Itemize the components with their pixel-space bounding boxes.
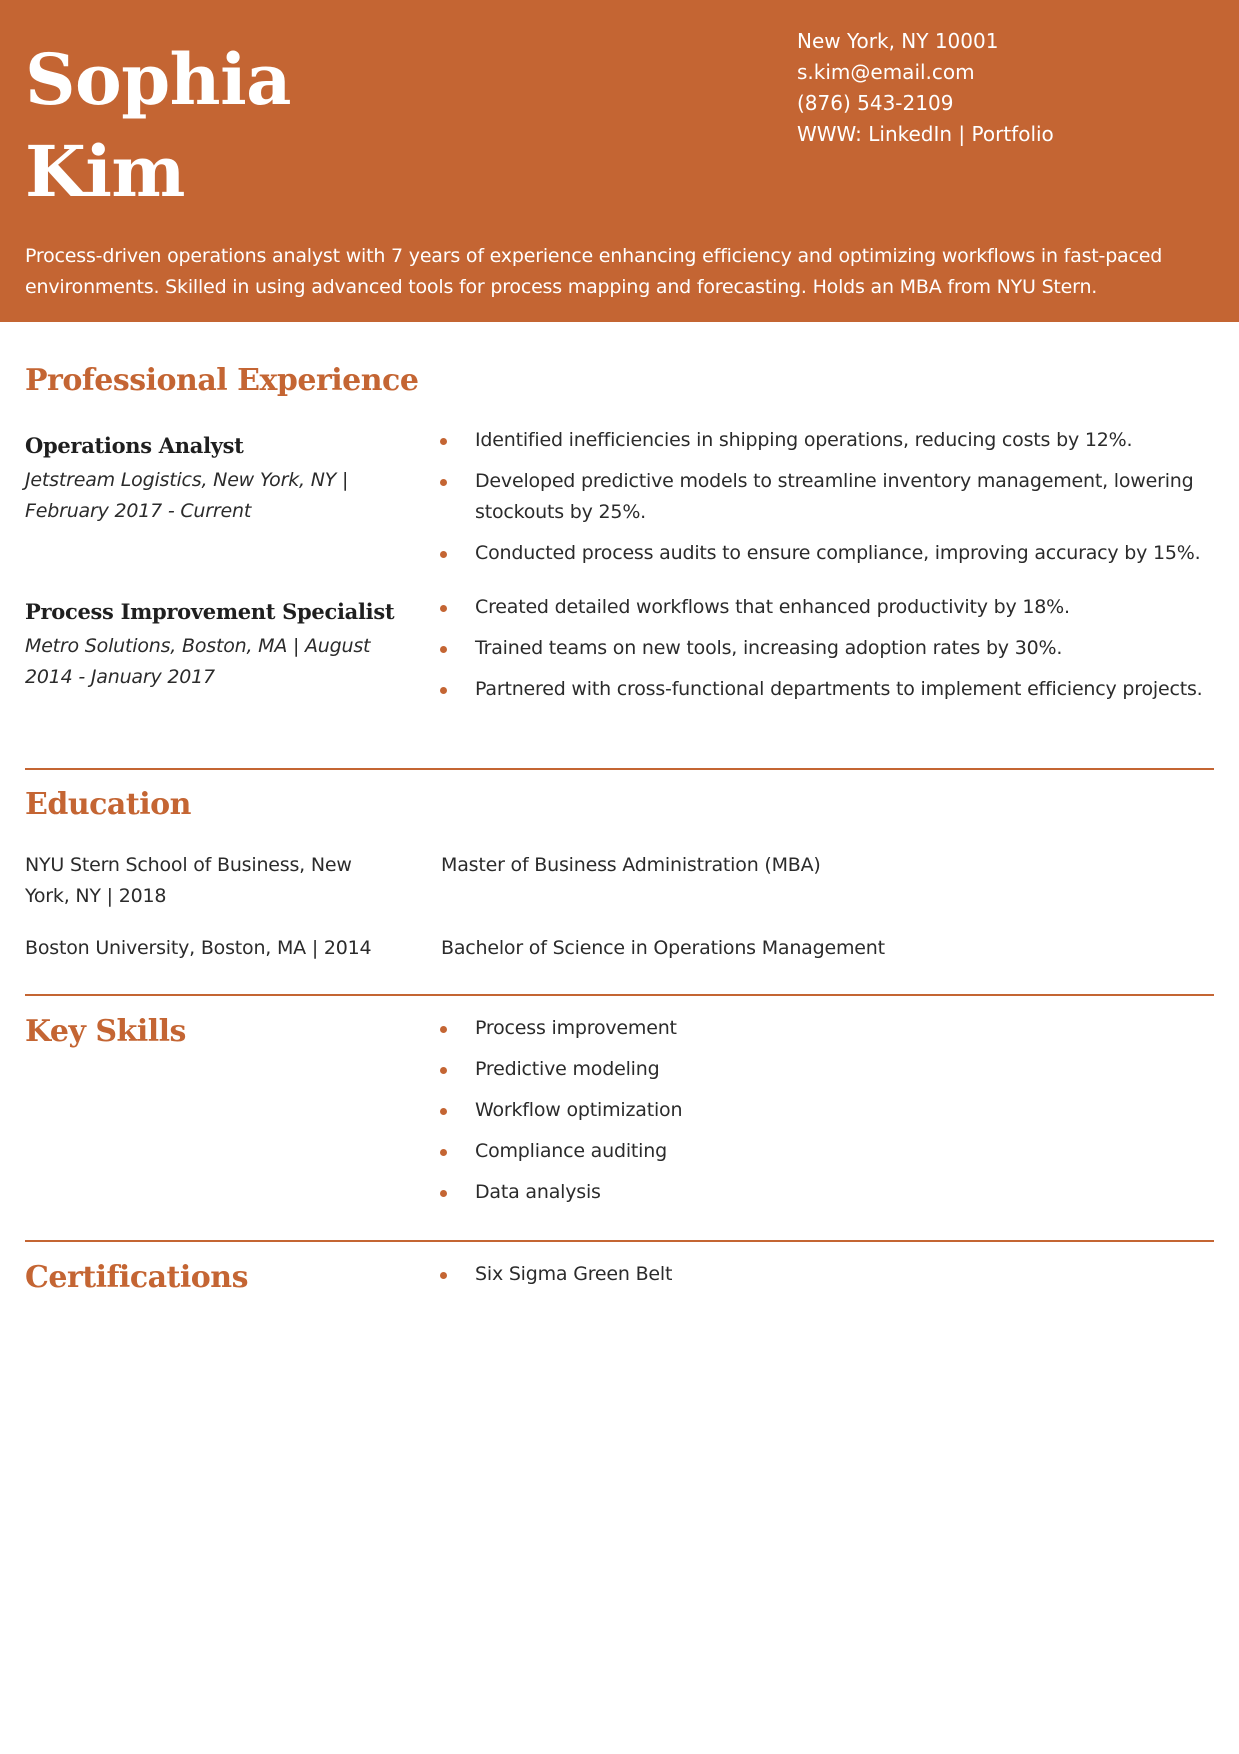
list-item: Six Sigma Green Belt (440, 1259, 1220, 1290)
list-item: Process improvement (440, 1013, 1220, 1044)
list-item: Conducted process audits to ensure compliance, improving accuracy by 15%. (440, 538, 1220, 569)
last-name: Kim (25, 130, 185, 213)
list-item: Workflow optimization (440, 1095, 1220, 1126)
job-title-2: Process Improvement Specialist (25, 599, 395, 624)
bullet-dot-icon (440, 1272, 447, 1279)
list-item: Compliance auditing (440, 1136, 1220, 1167)
bullet-dot-icon (440, 479, 447, 486)
bullet-dot-icon (440, 1067, 447, 1074)
list-item: Identified inefficiencies in shipping operations, reducing costs by 12%. (440, 425, 1220, 456)
bullet-dot-icon (440, 605, 447, 612)
bullet-dot-icon (440, 687, 447, 694)
contact-email[interactable]: s.kim@email.com (797, 60, 975, 84)
skills-heading: Key Skills (25, 1014, 186, 1049)
certifications-heading: Certifications (25, 1260, 248, 1295)
job-bullets-1 (440, 425, 1220, 579)
certifications-list (440, 1259, 1220, 1300)
bullet-dot-icon (440, 1026, 447, 1033)
job-meta-1: Jetstream Logistics, New York, NY | February 2017 - Current (25, 469, 349, 522)
bullet-dot-icon (440, 646, 447, 653)
education-heading: Education (25, 787, 191, 822)
candidate-name (25, 34, 291, 218)
contact-info (797, 26, 1054, 150)
education-school-1: NYU Stern School of Business, New York, NY | 2018 (25, 854, 352, 907)
list-item: Developed predictive models to streamline inventory management, lowering stockouts by 25%. (440, 466, 1220, 528)
first-name: Sophia (25, 38, 292, 121)
experience-heading: Professional Experience (25, 363, 419, 398)
job-meta-2: Metro Solutions, Boston, MA | August 2014 - January 2017 (25, 635, 371, 688)
education-degree-2: Bachelor of Science in Operations Management (441, 937, 885, 959)
bullet-dot-icon (440, 551, 447, 558)
contact-address: New York, NY 10001 (797, 29, 999, 53)
list-item: Trained teams on new tools, increasing adoption rates by 30%. (440, 633, 1220, 664)
skills-list (440, 1013, 1220, 1218)
list-item: Created detailed workflows that enhanced productivity by 18%. (440, 592, 1220, 623)
education-degree-1: Master of Business Administration (MBA) (441, 854, 821, 876)
list-item: Data analysis (440, 1177, 1220, 1208)
section-divider (25, 994, 1214, 996)
contact-web-links[interactable]: WWW: LinkedIn | Portfolio (797, 122, 1054, 146)
section-divider (25, 1240, 1214, 1242)
bullet-dot-icon (440, 1149, 447, 1156)
education-school-2: Boston University, Boston, MA | 2014 (25, 937, 372, 959)
bullet-dot-icon (440, 438, 447, 445)
professional-summary: Process-driven operations analyst with 7 years of experience enhancing efficiency and optimizing workflows in fast-paced environments. Skilled in using advanced tools for process mapping and forecasting. Holds an MBA from NYU Stern. (25, 245, 1163, 298)
list-item: Predictive modeling (440, 1054, 1220, 1085)
resume-header (0, 0, 1239, 322)
bullet-dot-icon (440, 1108, 447, 1115)
contact-phone: (876) 543-2109 (797, 91, 954, 115)
section-divider (25, 768, 1214, 770)
bullet-dot-icon (440, 1190, 447, 1197)
list-item: Partnered with cross-functional departments to implement efficiency projects. (440, 674, 1220, 705)
job-bullets-2 (440, 592, 1220, 715)
job-title-1: Operations Analyst (25, 433, 244, 458)
